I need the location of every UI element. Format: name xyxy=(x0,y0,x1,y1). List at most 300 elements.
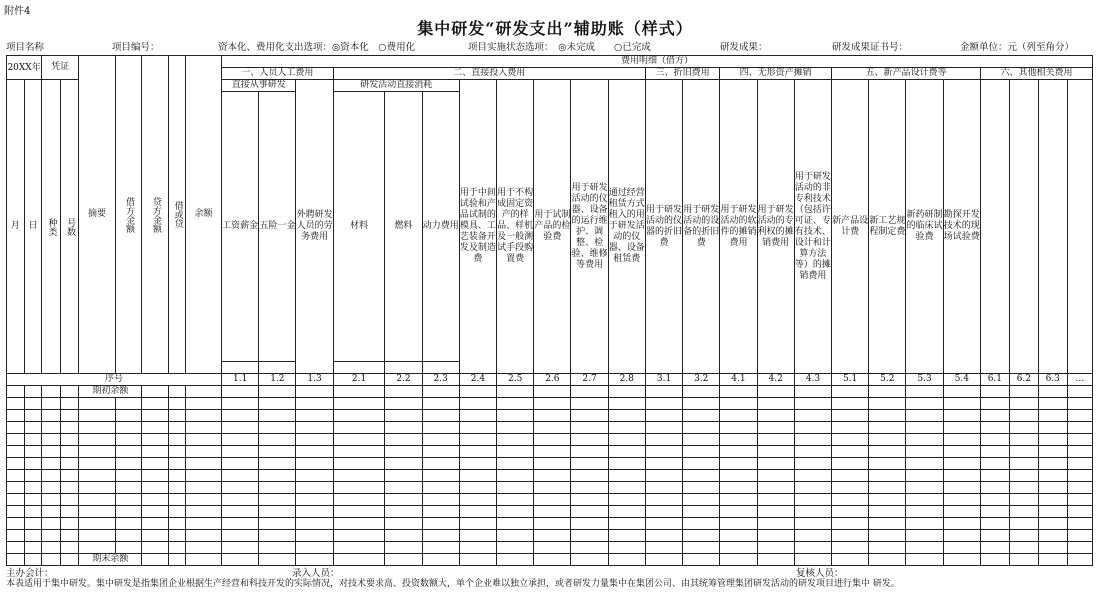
entry-cell[interactable] xyxy=(980,518,1009,530)
entry-cell[interactable] xyxy=(608,518,645,530)
entry-cell[interactable] xyxy=(608,422,645,434)
entry-cell[interactable] xyxy=(683,494,720,506)
entry-cell[interactable] xyxy=(1038,494,1067,506)
entry-cell[interactable] xyxy=(169,422,186,434)
entry-cell[interactable] xyxy=(720,398,757,410)
entry-cell[interactable] xyxy=(980,482,1009,494)
entry-cell[interactable] xyxy=(333,530,385,542)
entry-cell[interactable] xyxy=(608,482,645,494)
entry-cell[interactable] xyxy=(142,422,169,434)
entry-cell[interactable] xyxy=(832,506,869,518)
entry-cell[interactable] xyxy=(720,422,757,434)
entry-cell[interactable] xyxy=(943,458,980,470)
entry-cell[interactable] xyxy=(571,422,608,434)
entry-cell[interactable] xyxy=(142,494,169,506)
entry-cell[interactable] xyxy=(422,542,459,554)
entry-cell[interactable] xyxy=(571,398,608,410)
entry-cell[interactable] xyxy=(906,446,943,458)
entry-cell[interactable] xyxy=(385,446,422,458)
entry-cell[interactable] xyxy=(980,530,1009,542)
entry-cell[interactable] xyxy=(1038,506,1067,518)
entry-cell[interactable] xyxy=(1038,434,1067,446)
entry-cell[interactable] xyxy=(79,542,115,554)
entry-cell[interactable] xyxy=(720,530,757,542)
entry-cell[interactable] xyxy=(906,506,943,518)
entry-cell[interactable] xyxy=(1067,398,1092,410)
entry-cell[interactable] xyxy=(142,482,169,494)
entry-cell[interactable] xyxy=(142,458,169,470)
entry-cell[interactable] xyxy=(185,470,221,482)
entry-cell[interactable] xyxy=(333,434,385,446)
entry-cell[interactable] xyxy=(459,422,496,434)
entry-cell[interactable] xyxy=(534,446,571,458)
entry-cell[interactable] xyxy=(980,398,1009,410)
entry-cell[interactable] xyxy=(24,482,42,494)
entry-cell[interactable] xyxy=(24,398,42,410)
entry-cell[interactable] xyxy=(459,446,496,458)
entry-cell[interactable] xyxy=(869,470,906,482)
entry-cell[interactable] xyxy=(869,494,906,506)
entry-cell[interactable] xyxy=(869,530,906,542)
entry-cell[interactable] xyxy=(757,446,794,458)
entry-cell[interactable] xyxy=(1067,494,1092,506)
entry-cell[interactable] xyxy=(534,506,571,518)
entry-cell[interactable] xyxy=(1009,494,1038,506)
entry-cell[interactable] xyxy=(79,506,115,518)
entry-cell[interactable] xyxy=(794,446,831,458)
entry-cell[interactable] xyxy=(720,434,757,446)
entry-cell[interactable] xyxy=(296,446,333,458)
entry-cell[interactable] xyxy=(683,434,720,446)
entry-cell[interactable] xyxy=(222,482,259,494)
entry-cell[interactable] xyxy=(1009,506,1038,518)
entry-cell[interactable] xyxy=(1067,446,1092,458)
entry-cell[interactable] xyxy=(333,518,385,530)
entry-cell[interactable] xyxy=(142,410,169,422)
entry-cell[interactable] xyxy=(142,470,169,482)
entry-cell[interactable] xyxy=(385,506,422,518)
entry-cell[interactable] xyxy=(42,434,61,446)
entry-cell[interactable] xyxy=(1038,518,1067,530)
entry-cell[interactable] xyxy=(222,494,259,506)
entry-cell[interactable] xyxy=(185,530,221,542)
entry-cell[interactable] xyxy=(720,482,757,494)
entry-cell[interactable] xyxy=(645,410,682,422)
entry-cell[interactable] xyxy=(185,410,221,422)
entry-cell[interactable] xyxy=(333,494,385,506)
entry-cell[interactable] xyxy=(757,458,794,470)
entry-cell[interactable] xyxy=(757,506,794,518)
entry-cell[interactable] xyxy=(645,482,682,494)
entry-cell[interactable] xyxy=(683,422,720,434)
entry-cell[interactable] xyxy=(385,530,422,542)
entry-cell[interactable] xyxy=(60,530,79,542)
entry-cell[interactable] xyxy=(720,506,757,518)
entry-cell[interactable] xyxy=(534,398,571,410)
entry-cell[interactable] xyxy=(222,470,259,482)
entry-cell[interactable] xyxy=(1009,518,1038,530)
entry-cell[interactable] xyxy=(1038,470,1067,482)
entry-cell[interactable] xyxy=(296,530,333,542)
entry-cell[interactable] xyxy=(906,434,943,446)
entry-cell[interactable] xyxy=(497,494,534,506)
entry-cell[interactable] xyxy=(869,446,906,458)
entry-cell[interactable] xyxy=(169,494,186,506)
entry-cell[interactable] xyxy=(980,434,1009,446)
entry-cell[interactable] xyxy=(832,470,869,482)
entry-cell[interactable] xyxy=(943,410,980,422)
entry-cell[interactable] xyxy=(459,542,496,554)
entry-cell[interactable] xyxy=(1067,470,1092,482)
entry-cell[interactable] xyxy=(757,518,794,530)
entry-cell[interactable] xyxy=(7,470,25,482)
entry-cell[interactable] xyxy=(943,434,980,446)
entry-cell[interactable] xyxy=(608,494,645,506)
entry-cell[interactable] xyxy=(259,410,296,422)
entry-cell[interactable] xyxy=(720,470,757,482)
entry-cell[interactable] xyxy=(906,470,943,482)
entry-cell[interactable] xyxy=(645,470,682,482)
entry-cell[interactable] xyxy=(497,458,534,470)
entry-cell[interactable] xyxy=(794,530,831,542)
entry-cell[interactable] xyxy=(608,542,645,554)
entry-cell[interactable] xyxy=(60,542,79,554)
entry-cell[interactable] xyxy=(333,446,385,458)
entry-cell[interactable] xyxy=(832,542,869,554)
entry-cell[interactable] xyxy=(333,458,385,470)
entry-cell[interactable] xyxy=(115,434,142,446)
entry-cell[interactable] xyxy=(534,470,571,482)
entry-cell[interactable] xyxy=(459,518,496,530)
entry-cell[interactable] xyxy=(169,518,186,530)
entry-cell[interactable] xyxy=(497,410,534,422)
entry-cell[interactable] xyxy=(832,458,869,470)
entry-cell[interactable] xyxy=(42,518,61,530)
entry-cell[interactable] xyxy=(1067,410,1092,422)
entry-cell[interactable] xyxy=(259,542,296,554)
entry-cell[interactable] xyxy=(1038,542,1067,554)
entry-cell[interactable] xyxy=(906,518,943,530)
entry-cell[interactable] xyxy=(832,434,869,446)
entry-cell[interactable] xyxy=(60,494,79,506)
entry-cell[interactable] xyxy=(943,530,980,542)
entry-cell[interactable] xyxy=(42,494,61,506)
entry-cell[interactable] xyxy=(906,494,943,506)
entry-cell[interactable] xyxy=(1009,398,1038,410)
entry-cell[interactable] xyxy=(534,422,571,434)
entry-cell[interactable] xyxy=(296,470,333,482)
entry-cell[interactable] xyxy=(608,470,645,482)
entry-cell[interactable] xyxy=(459,458,496,470)
entry-cell[interactable] xyxy=(1038,422,1067,434)
entry-cell[interactable] xyxy=(608,446,645,458)
entry-cell[interactable] xyxy=(60,422,79,434)
entry-cell[interactable] xyxy=(222,542,259,554)
entry-cell[interactable] xyxy=(115,410,142,422)
entry-cell[interactable] xyxy=(169,506,186,518)
entry-cell[interactable] xyxy=(60,458,79,470)
entry-cell[interactable] xyxy=(459,506,496,518)
entry-cell[interactable] xyxy=(1067,518,1092,530)
entry-cell[interactable] xyxy=(459,434,496,446)
entry-cell[interactable] xyxy=(794,494,831,506)
entry-cell[interactable] xyxy=(906,458,943,470)
entry-cell[interactable] xyxy=(645,434,682,446)
entry-cell[interactable] xyxy=(459,494,496,506)
entry-cell[interactable] xyxy=(185,494,221,506)
entry-cell[interactable] xyxy=(906,410,943,422)
entry-cell[interactable] xyxy=(757,470,794,482)
entry-cell[interactable] xyxy=(24,470,42,482)
entry-cell[interactable] xyxy=(534,482,571,494)
entry-cell[interactable] xyxy=(943,518,980,530)
entry-cell[interactable] xyxy=(757,482,794,494)
entry-cell[interactable] xyxy=(720,518,757,530)
entry-cell[interactable] xyxy=(42,530,61,542)
entry-cell[interactable] xyxy=(497,434,534,446)
entry-cell[interactable] xyxy=(980,494,1009,506)
entry-cell[interactable] xyxy=(943,446,980,458)
entry-cell[interactable] xyxy=(7,518,25,530)
entry-cell[interactable] xyxy=(832,410,869,422)
entry-cell[interactable] xyxy=(79,470,115,482)
entry-cell[interactable] xyxy=(757,398,794,410)
entry-cell[interactable] xyxy=(185,518,221,530)
entry-cell[interactable] xyxy=(832,422,869,434)
entry-cell[interactable] xyxy=(7,506,25,518)
entry-cell[interactable] xyxy=(943,482,980,494)
entry-cell[interactable] xyxy=(571,530,608,542)
entry-cell[interactable] xyxy=(943,506,980,518)
entry-cell[interactable] xyxy=(169,530,186,542)
entry-cell[interactable] xyxy=(906,398,943,410)
entry-cell[interactable] xyxy=(571,494,608,506)
entry-cell[interactable] xyxy=(1009,410,1038,422)
entry-cell[interactable] xyxy=(571,446,608,458)
entry-cell[interactable] xyxy=(571,458,608,470)
entry-cell[interactable] xyxy=(296,518,333,530)
entry-cell[interactable] xyxy=(608,530,645,542)
entry-cell[interactable] xyxy=(1067,458,1092,470)
entry-cell[interactable] xyxy=(222,434,259,446)
entry-cell[interactable] xyxy=(757,410,794,422)
entry-cell[interactable] xyxy=(79,518,115,530)
entry-cell[interactable] xyxy=(869,422,906,434)
entry-cell[interactable] xyxy=(757,542,794,554)
entry-cell[interactable] xyxy=(42,458,61,470)
entry-cell[interactable] xyxy=(1009,530,1038,542)
entry-cell[interactable] xyxy=(222,530,259,542)
entry-cell[interactable] xyxy=(1009,446,1038,458)
entry-cell[interactable] xyxy=(497,542,534,554)
entry-cell[interactable] xyxy=(42,470,61,482)
entry-cell[interactable] xyxy=(7,458,25,470)
entry-cell[interactable] xyxy=(385,422,422,434)
entry-cell[interactable] xyxy=(185,446,221,458)
entry-cell[interactable] xyxy=(24,422,42,434)
entry-cell[interactable] xyxy=(142,518,169,530)
entry-cell[interactable] xyxy=(1038,458,1067,470)
entry-cell[interactable] xyxy=(385,482,422,494)
entry-cell[interactable] xyxy=(169,458,186,470)
entry-cell[interactable] xyxy=(869,434,906,446)
entry-cell[interactable] xyxy=(115,458,142,470)
entry-cell[interactable] xyxy=(259,398,296,410)
entry-cell[interactable] xyxy=(422,494,459,506)
entry-cell[interactable] xyxy=(222,446,259,458)
entry-cell[interactable] xyxy=(608,410,645,422)
entry-cell[interactable] xyxy=(422,518,459,530)
entry-cell[interactable] xyxy=(115,542,142,554)
entry-cell[interactable] xyxy=(1009,470,1038,482)
entry-cell[interactable] xyxy=(79,398,115,410)
entry-cell[interactable] xyxy=(794,410,831,422)
entry-cell[interactable] xyxy=(794,518,831,530)
entry-cell[interactable] xyxy=(42,410,61,422)
entry-cell[interactable] xyxy=(645,506,682,518)
entry-cell[interactable] xyxy=(534,530,571,542)
entry-cell[interactable] xyxy=(943,422,980,434)
entry-cell[interactable] xyxy=(832,398,869,410)
entry-cell[interactable] xyxy=(42,482,61,494)
entry-cell[interactable] xyxy=(142,398,169,410)
entry-cell[interactable] xyxy=(259,506,296,518)
entry-cell[interactable] xyxy=(794,506,831,518)
entry-cell[interactable] xyxy=(142,506,169,518)
entry-cell[interactable] xyxy=(422,446,459,458)
entry-cell[interactable] xyxy=(832,494,869,506)
entry-cell[interactable] xyxy=(534,410,571,422)
entry-cell[interactable] xyxy=(459,482,496,494)
entry-cell[interactable] xyxy=(42,542,61,554)
entry-cell[interactable] xyxy=(459,410,496,422)
entry-cell[interactable] xyxy=(757,422,794,434)
entry-cell[interactable] xyxy=(497,398,534,410)
entry-cell[interactable] xyxy=(757,530,794,542)
entry-cell[interactable] xyxy=(385,398,422,410)
entry-cell[interactable] xyxy=(24,530,42,542)
entry-cell[interactable] xyxy=(296,542,333,554)
entry-cell[interactable] xyxy=(60,410,79,422)
entry-cell[interactable] xyxy=(296,434,333,446)
entry-cell[interactable] xyxy=(422,422,459,434)
entry-cell[interactable] xyxy=(422,482,459,494)
entry-cell[interactable] xyxy=(115,398,142,410)
entry-cell[interactable] xyxy=(980,542,1009,554)
entry-cell[interactable] xyxy=(333,422,385,434)
entry-cell[interactable] xyxy=(980,410,1009,422)
entry-cell[interactable] xyxy=(906,422,943,434)
entry-cell[interactable] xyxy=(497,446,534,458)
entry-cell[interactable] xyxy=(683,542,720,554)
entry-cell[interactable] xyxy=(296,482,333,494)
entry-cell[interactable] xyxy=(757,494,794,506)
entry-cell[interactable] xyxy=(79,482,115,494)
entry-cell[interactable] xyxy=(497,470,534,482)
entry-cell[interactable] xyxy=(720,458,757,470)
entry-cell[interactable] xyxy=(497,530,534,542)
entry-cell[interactable] xyxy=(169,470,186,482)
entry-cell[interactable] xyxy=(645,446,682,458)
entry-cell[interactable] xyxy=(259,422,296,434)
entry-cell[interactable] xyxy=(24,434,42,446)
entry-cell[interactable] xyxy=(459,398,496,410)
entry-cell[interactable] xyxy=(42,446,61,458)
entry-cell[interactable] xyxy=(1038,530,1067,542)
entry-cell[interactable] xyxy=(142,434,169,446)
entry-cell[interactable] xyxy=(906,542,943,554)
entry-cell[interactable] xyxy=(296,422,333,434)
entry-cell[interactable] xyxy=(115,422,142,434)
entry-cell[interactable] xyxy=(79,422,115,434)
entry-cell[interactable] xyxy=(7,398,25,410)
entry-cell[interactable] xyxy=(571,506,608,518)
entry-cell[interactable] xyxy=(60,506,79,518)
entry-cell[interactable] xyxy=(7,530,25,542)
entry-cell[interactable] xyxy=(60,446,79,458)
entry-cell[interactable] xyxy=(7,446,25,458)
entry-cell[interactable] xyxy=(169,542,186,554)
entry-cell[interactable] xyxy=(1067,422,1092,434)
entry-cell[interactable] xyxy=(79,458,115,470)
entry-cell[interactable] xyxy=(980,446,1009,458)
entry-cell[interactable] xyxy=(24,518,42,530)
entry-cell[interactable] xyxy=(794,482,831,494)
entry-cell[interactable] xyxy=(60,482,79,494)
entry-cell[interactable] xyxy=(459,530,496,542)
entry-cell[interactable] xyxy=(497,422,534,434)
entry-cell[interactable] xyxy=(259,530,296,542)
entry-cell[interactable] xyxy=(79,446,115,458)
entry-cell[interactable] xyxy=(1038,410,1067,422)
entry-cell[interactable] xyxy=(296,398,333,410)
entry-cell[interactable] xyxy=(534,518,571,530)
entry-cell[interactable] xyxy=(259,518,296,530)
entry-cell[interactable] xyxy=(185,542,221,554)
entry-cell[interactable] xyxy=(832,446,869,458)
entry-cell[interactable] xyxy=(7,482,25,494)
entry-cell[interactable] xyxy=(1038,398,1067,410)
entry-cell[interactable] xyxy=(1009,422,1038,434)
entry-cell[interactable] xyxy=(534,458,571,470)
entry-cell[interactable] xyxy=(422,410,459,422)
entry-cell[interactable] xyxy=(720,494,757,506)
entry-cell[interactable] xyxy=(794,542,831,554)
entry-cell[interactable] xyxy=(296,494,333,506)
entry-cell[interactable] xyxy=(1009,458,1038,470)
entry-cell[interactable] xyxy=(1067,434,1092,446)
entry-cell[interactable] xyxy=(115,470,142,482)
entry-cell[interactable] xyxy=(142,446,169,458)
entry-cell[interactable] xyxy=(60,518,79,530)
entry-cell[interactable] xyxy=(79,410,115,422)
entry-cell[interactable] xyxy=(169,446,186,458)
entry-cell[interactable] xyxy=(333,506,385,518)
entry-cell[interactable] xyxy=(42,398,61,410)
entry-cell[interactable] xyxy=(534,434,571,446)
entry-cell[interactable] xyxy=(534,542,571,554)
entry-cell[interactable] xyxy=(333,542,385,554)
entry-cell[interactable] xyxy=(259,470,296,482)
entry-cell[interactable] xyxy=(7,542,25,554)
entry-cell[interactable] xyxy=(720,542,757,554)
entry-cell[interactable] xyxy=(608,506,645,518)
entry-cell[interactable] xyxy=(608,434,645,446)
entry-cell[interactable] xyxy=(385,410,422,422)
entry-cell[interactable] xyxy=(7,434,25,446)
entry-cell[interactable] xyxy=(645,398,682,410)
entry-cell[interactable] xyxy=(422,398,459,410)
